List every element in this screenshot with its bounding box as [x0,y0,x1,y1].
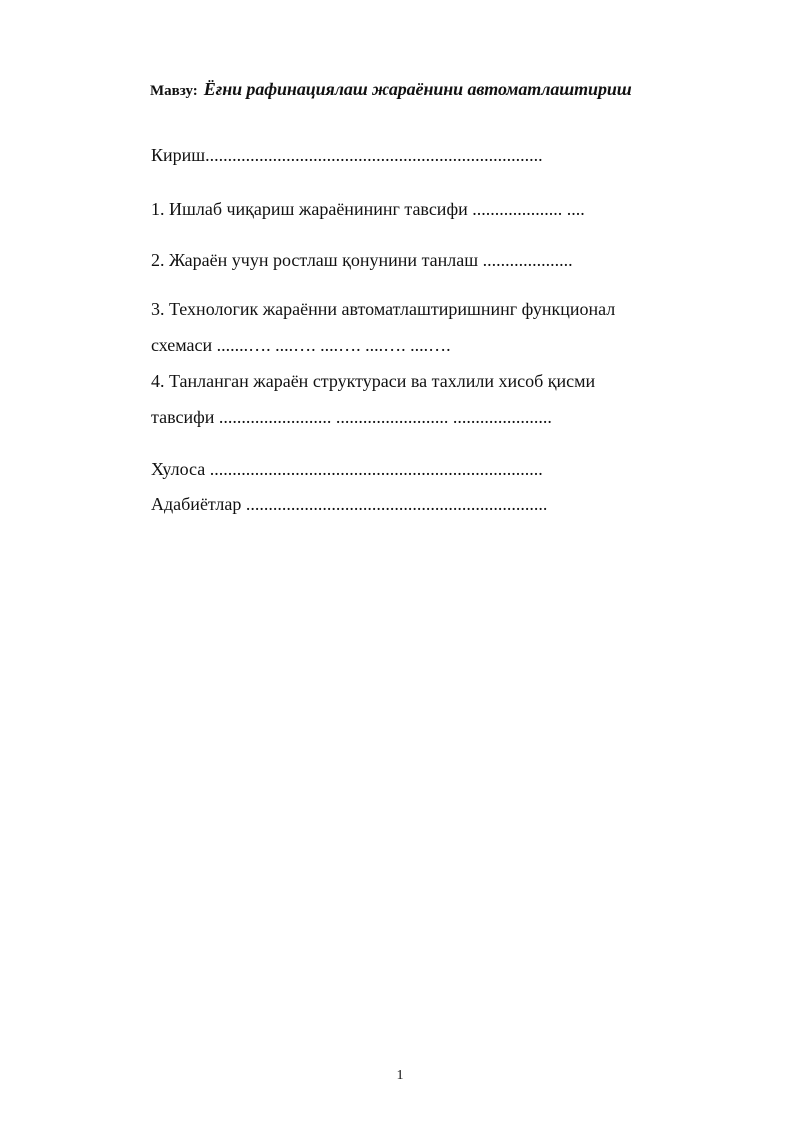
toc-entry-3-line-1: 3. Технологик жараённи автоматлаштиришнинг функционал [151,299,616,319]
title-text: Ёғни рафинациялаш жараёнини автоматлаштириш [203,79,632,99]
toc-entry-conclusion: Хулоса .......................................................................... [151,459,543,479]
toc-entry-introduction: Кириш........................................................................... [151,145,543,165]
toc-entry-4-line-1: 4. Танланган жараён структураси ва тахлили хисоб қисми [151,371,596,391]
toc-entry-references: Адабиётлар ................................................................... [151,494,548,514]
toc-entry-3-line-2: схемаси .......…. ....…. ....…. ....…. ....…. [151,335,451,355]
page-number: 1 [396,1068,404,1083]
document-title [150,76,770,104]
toc-entry-2: 2. Жараён учун ростлаш қонунини танлаш .................... [151,250,573,270]
title-label: Мавзу: [150,83,198,99]
toc-entry-1: 1. Ишлаб чиқариш жараёнининг тавсифи .................... .... [151,199,585,219]
toc-entry-4-line-2: тавсифи ......................... ......................... ...................... [151,407,552,427]
